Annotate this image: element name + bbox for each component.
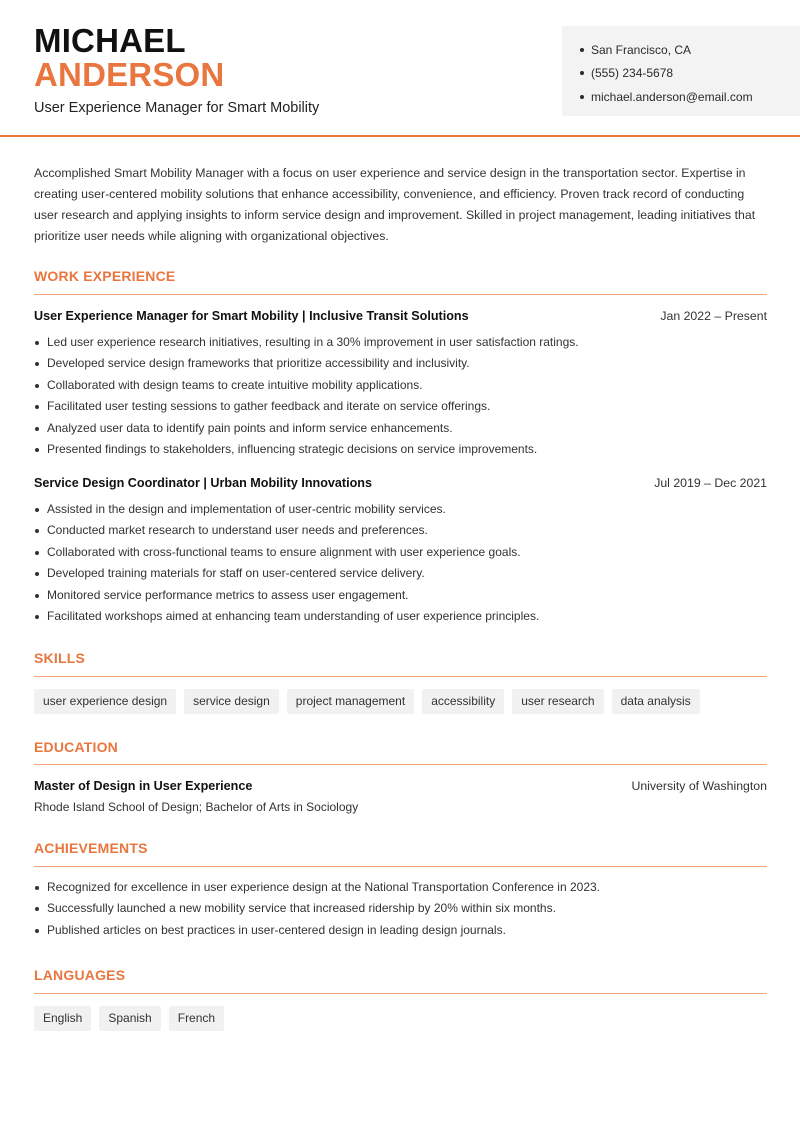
job-role: User Experience Manager for Smart Mobility | Inclusive Transit Solutions: [34, 309, 469, 323]
contact-phone: [580, 62, 800, 86]
job-title: User Experience Manager for Smart Mobility: [34, 100, 320, 116]
skill-chip: accessibility: [422, 689, 504, 714]
skills-title: SKILLS: [34, 650, 85, 666]
list-item: Developed service design frameworks that prioritize accessibility and inclusivity.: [34, 353, 767, 374]
job-header: [34, 476, 767, 490]
skill-chip: user research: [512, 689, 603, 714]
section-divider: [34, 676, 767, 677]
job-bullets: [34, 499, 767, 627]
list-item: Conducted market research to understand user needs and preferences.: [34, 520, 767, 541]
section-divider: [34, 993, 767, 994]
list-item: Facilitated workshops aimed at enhancing team understanding of user experience principles.: [34, 606, 767, 627]
first-name: MICHAEL: [34, 22, 186, 59]
last-name: ANDERSON: [34, 56, 225, 93]
list-item: Presented findings to stakeholders, influencing strategic decisions on service improvements.: [34, 439, 767, 460]
list-item: Facilitated user testing sessions to gather feedback and iterate on service offerings.: [34, 396, 767, 417]
job-role: Service Design Coordinator | Urban Mobility Innovations: [34, 476, 373, 490]
achievements-list: [34, 877, 767, 941]
bullet-icon: [580, 95, 584, 99]
job-header: [34, 309, 767, 323]
skill-chip: data analysis: [612, 689, 700, 714]
contact-email: [580, 85, 800, 109]
contact-location: [580, 38, 800, 62]
work-experience-title: WORK EXPERIENCE: [34, 268, 176, 284]
education-header: [34, 779, 767, 793]
school: University of Washington: [631, 779, 767, 793]
list-item: Recognized for excellence in user experience design at the National Transportation Conference in 2023.: [34, 877, 767, 898]
contact-location-text: San Francisco, CA: [591, 42, 692, 57]
summary: Accomplished Smart Mobility Manager with a focus on user experience and service design in the transportation sector. Expertise in creating user-centered mobility solutions that enhance accessibility, convenience, and efficiency. Proven track record of conducting user research and applying insights to inform service design and improvement. Skilled in project management, leading initiatives that prioritize user needs while aligning with organizational objectives.: [34, 166, 756, 243]
skills-list: [34, 689, 700, 714]
list-item: Published articles on best practices in user-centered design in leading design journals.: [34, 920, 767, 941]
contact-phone-text: (555) 234-5678: [591, 66, 674, 81]
job-bullets: [34, 332, 767, 460]
job-dates: Jan 2022 – Present: [660, 309, 767, 323]
resume-header: [0, 0, 800, 137]
languages-title: LANGUAGES: [34, 967, 126, 983]
achievements-title: ACHIEVEMENTS: [34, 840, 148, 856]
skill-chip: user experience design: [34, 689, 176, 714]
language-chip: English: [34, 1006, 91, 1031]
bullet-icon: [580, 48, 584, 52]
list-item: Collaborated with design teams to create intuitive mobility applications.: [34, 375, 767, 396]
section-divider: [34, 866, 767, 867]
skill-chip: project management: [287, 689, 414, 714]
job-dates: Jul 2019 – Dec 2021: [654, 476, 767, 490]
list-item: Monitored service performance metrics to assess user engagement.: [34, 585, 767, 606]
contact-email-text: michael.anderson@email.com: [591, 89, 753, 104]
education-title: EDUCATION: [34, 739, 118, 755]
bullet-icon: [580, 71, 584, 75]
list-item: Analyzed user data to identify pain points and inform service enhancements.: [34, 418, 767, 439]
contact-box: [562, 26, 800, 116]
list-item: Assisted in the design and implementation of user-centric mobility services.: [34, 499, 767, 520]
languages-list: [34, 1006, 224, 1031]
language-chip: Spanish: [99, 1006, 160, 1031]
education-details: Rhode Island School of Design; Bachelor of Arts in Sociology: [34, 800, 359, 814]
language-chip: French: [169, 1006, 224, 1031]
degree: Master of Design in User Experience: [34, 779, 253, 793]
list-item: Developed training materials for staff on user-centered service delivery.: [34, 563, 767, 584]
section-divider: [34, 294, 767, 295]
skill-chip: service design: [184, 689, 279, 714]
list-item: Successfully launched a new mobility service that increased ridership by 20% within six months.: [34, 898, 767, 919]
list-item: Collaborated with cross-functional teams to ensure alignment with user experience goals.: [34, 542, 767, 563]
list-item: Led user experience research initiatives, resulting in a 30% improvement in user satisfaction ratings.: [34, 332, 767, 353]
section-divider: [34, 764, 767, 765]
